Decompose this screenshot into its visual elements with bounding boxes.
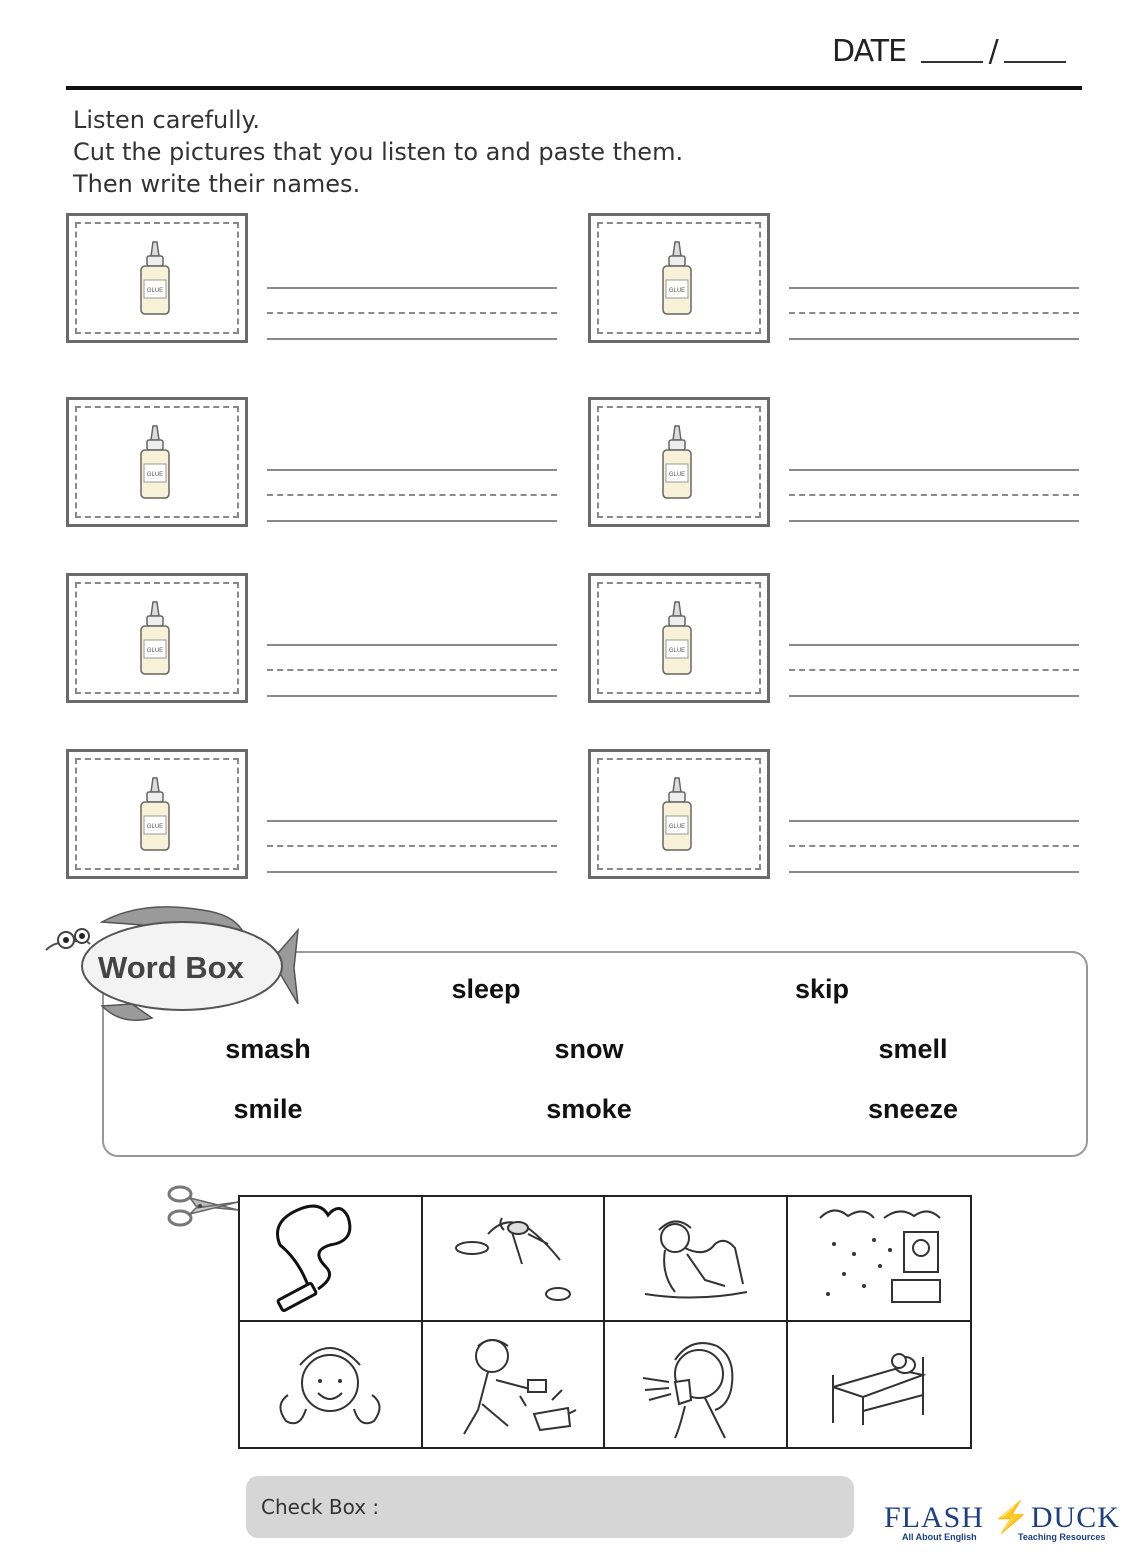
word-smell: smell — [878, 1034, 948, 1064]
write-lines-2[interactable] — [789, 287, 1079, 347]
date-field — [832, 34, 1072, 69]
date-month-blank[interactable] — [921, 37, 983, 63]
svg-text:GLUE: GLUE — [668, 648, 686, 654]
picture-sleep[interactable] — [788, 1322, 971, 1447]
picture-skip[interactable] — [423, 1197, 606, 1322]
girl-sneezing-icon — [635, 1330, 755, 1440]
instruction-line: Listen carefully. — [73, 106, 260, 134]
logo-tagline-right: Teaching Resources — [1018, 1532, 1106, 1542]
paste-slot-6[interactable] — [588, 573, 770, 703]
svg-text:GLUE: GLUE — [146, 824, 164, 830]
cut-out-pictures — [238, 1195, 972, 1449]
write-lines-7[interactable] — [267, 820, 557, 880]
write-lines-1[interactable] — [267, 287, 557, 347]
check-box-label: Check Box : — [261, 1495, 380, 1519]
smiling-girl-icon — [270, 1335, 390, 1435]
picture-smile-girl[interactable] — [240, 1322, 423, 1447]
word-sneeze: sneeze — [867, 1094, 959, 1124]
logo-tagline-left: All About English — [902, 1532, 977, 1542]
word-snow: snow — [554, 1034, 624, 1064]
glue-icon — [135, 776, 175, 856]
flash-duck-logo — [884, 1500, 1120, 1546]
svg-text:GLUE: GLUE — [668, 472, 686, 478]
svg-text:GLUE: GLUE — [668, 288, 686, 294]
word-sleep: sleep — [451, 974, 521, 1004]
word-smile: smile — [233, 1094, 303, 1124]
scissors-icon — [166, 1184, 242, 1230]
word-smash: smash — [225, 1034, 311, 1064]
glue-icon — [657, 424, 697, 504]
logo-wordmark: FLASH ⚡DUCK — [884, 1501, 1120, 1534]
write-lines-5[interactable] — [267, 644, 557, 704]
picture-snow[interactable] — [788, 1197, 971, 1322]
picture-smash[interactable] — [423, 1322, 606, 1447]
write-lines-4[interactable] — [789, 469, 1079, 529]
svg-text:GLUE: GLUE — [146, 648, 164, 654]
instructions — [73, 104, 683, 200]
header-rule — [66, 86, 1082, 90]
girl-relaxing-icon — [635, 1204, 755, 1314]
paste-slot-8[interactable] — [588, 749, 770, 879]
glue-icon — [135, 600, 175, 680]
instruction-line: Then write their names. — [73, 170, 361, 198]
word-smoke: smoke — [546, 1094, 632, 1124]
snowing-window-icon — [814, 1204, 944, 1314]
write-lines-8[interactable] — [789, 820, 1079, 880]
check-box[interactable] — [246, 1476, 854, 1538]
svg-text:GLUE: GLUE — [146, 288, 164, 294]
sleeping-in-bed-icon — [819, 1335, 939, 1435]
paste-slot-2[interactable] — [588, 213, 770, 343]
picture-smoke[interactable] — [240, 1197, 423, 1322]
picture-sneeze[interactable] — [605, 1322, 788, 1447]
glue-icon — [657, 240, 697, 320]
word-box-title: Word Box — [98, 950, 244, 985]
date-separator: / — [988, 34, 998, 69]
paste-slot-5[interactable] — [66, 573, 248, 703]
glue-icon — [657, 776, 697, 856]
date-day-blank[interactable] — [1004, 37, 1066, 63]
glue-icon — [135, 240, 175, 320]
word-skip: skip — [794, 974, 850, 1004]
svg-text:GLUE: GLUE — [668, 824, 686, 830]
svg-text:GLUE: GLUE — [146, 472, 164, 478]
glue-icon — [135, 424, 175, 504]
paste-slot-4[interactable] — [588, 397, 770, 527]
skipping-frog-icon — [448, 1204, 578, 1314]
picture-smile-sun[interactable] — [605, 1197, 788, 1322]
write-lines-3[interactable] — [267, 469, 557, 529]
paste-slot-1[interactable] — [66, 213, 248, 343]
glue-icon — [657, 600, 697, 680]
date-label: DATE — [832, 34, 907, 69]
paste-slot-3[interactable] — [66, 397, 248, 527]
write-lines-6[interactable] — [789, 644, 1079, 704]
smoking-cigarette-icon — [270, 1201, 390, 1317]
instruction-line: Cut the pictures that you listen to and paste them. — [73, 138, 684, 166]
boy-smashing-icon — [448, 1330, 578, 1440]
paste-slot-7[interactable] — [66, 749, 248, 879]
